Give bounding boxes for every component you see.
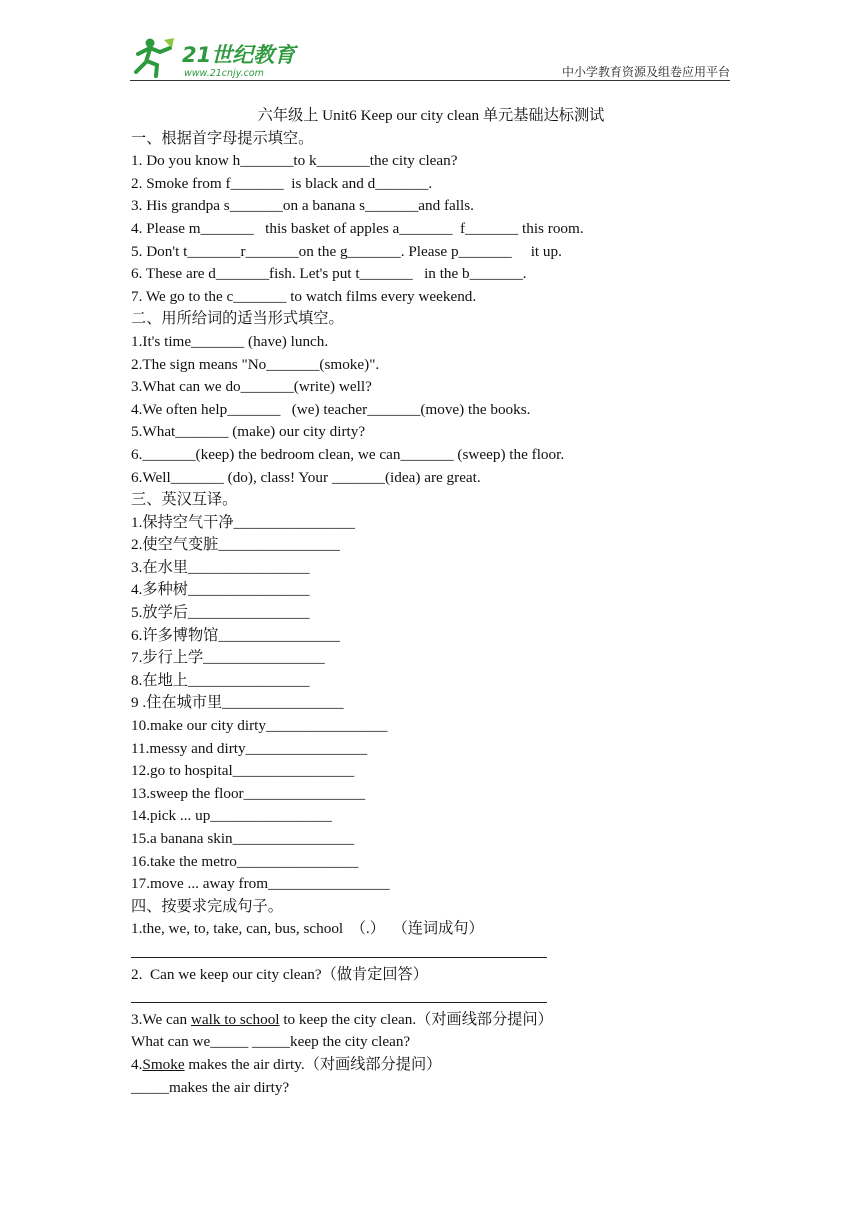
header-divider <box>130 80 730 81</box>
section2-item: 1.It's time_______ (have) lunch. <box>131 332 329 350</box>
section3-item: 13.sweep the floor________________ <box>131 784 366 802</box>
section3-item: 9 .住在城市里________________ <box>131 694 344 712</box>
section3-item: 1.保持空气干净________________ <box>131 513 356 531</box>
section3-item: 15.a banana skin________________ <box>131 830 355 847</box>
section3-heading: 三、英汉互译。 <box>131 491 238 509</box>
section4-question-3-answer: What can we_____ _____keep the city clean? <box>131 1033 411 1051</box>
section4-question-4-answer: _____makes the air dirty? <box>131 1078 290 1096</box>
answer-line <box>131 986 731 1009</box>
worksheet-title: 六年级上 Unit6 Keep our city clean 单元基础达标测试 <box>257 107 605 124</box>
section1-heading: 一、根据首字母提示填空。 <box>131 129 314 147</box>
header-platform-text: 中小学教育资源及组卷应用平台 <box>561 65 730 79</box>
q3-text-before: 3.We can <box>131 1010 191 1028</box>
section3-item: 8.在地上________________ <box>131 671 310 689</box>
q4-text-after: makes the air dirty.（对画线部分提问） <box>184 1055 442 1073</box>
q4-text-before: 4. <box>131 1055 143 1073</box>
section2-item: 5.What_______ (make) our city dirty? <box>131 423 366 441</box>
section3-item: 12.go to hospital________________ <box>131 762 355 780</box>
section4-question-3 <box>131 1009 731 1032</box>
section4-question-2: 2. Can we keep our city clean?（做肯定回答） <box>131 965 428 983</box>
worksheet <box>131 105 731 1099</box>
section3-item: 16.take the metro________________ <box>131 852 359 870</box>
page-header <box>130 34 730 82</box>
section4-question-1: 1.the, we, to, take, can, bus, school （.） （连词成句） <box>131 920 484 938</box>
section1-item: 1. Do you know h_______to k_______the city clean? <box>131 152 458 170</box>
section3-item: 6.许多博物馆________________ <box>131 626 340 644</box>
section3-item: 10.make our city dirty________________ <box>131 717 388 735</box>
section3-item: 4.多种树________________ <box>131 581 310 599</box>
q4-underlined-word: Smoke <box>142 1055 185 1073</box>
section2-item: 4.We often help_______ (we) teacher_______(move) the books. <box>131 400 531 418</box>
section1-item: 4. Please m_______ this basket of apples a_______ f_______ this room. <box>131 219 584 237</box>
section3-item: 3.在水里________________ <box>131 558 310 576</box>
site-logo <box>130 34 300 80</box>
section2-heading: 二、用所给词的适当形式填空。 <box>131 310 344 328</box>
q3-text-after: to keep the city clean.（对画线部分提问） <box>279 1010 553 1028</box>
runner-icon <box>136 38 174 76</box>
section1-item: 7. We go to the c_______ to watch films every weekend. <box>131 287 477 305</box>
logo-sub-text: www.21cnjy.com <box>184 68 264 79</box>
section1-item: 6. These are d_______fish. Let's put t_______ in the b_______. <box>131 265 527 283</box>
section2-item: 6._______(keep) the bedroom clean, we can_______ (sweep) the floor. <box>131 445 565 463</box>
section2-item: 6.Well_______ (do), class! Your _______(idea) are great. <box>131 468 481 486</box>
section3-item: 14.pick ... up________________ <box>131 807 332 825</box>
section3-item: 7.步行上学________________ <box>131 649 325 667</box>
section1-item: 5. Don't t_______r_______on the g_______. Please p_______ it up. <box>131 242 562 260</box>
section3-item: 5.放学后________________ <box>131 604 310 622</box>
logo-main-text: 21世纪教育 <box>182 43 296 67</box>
q3-underlined-phrase: walk to school <box>190 1010 280 1028</box>
section2-item: 2.The sign means "No_______(smoke)". <box>131 355 380 373</box>
section4-heading: 四、按要求完成句子。 <box>131 897 283 915</box>
section4-question-4 <box>131 1054 731 1077</box>
section3-item: 17.move ... away from________________ <box>131 875 390 893</box>
section3-item: 11.messy and dirty________________ <box>131 739 368 757</box>
answer-line <box>131 941 731 964</box>
section1-item: 3. His grandpa s_______on a banana s_______and falls. <box>131 197 474 215</box>
section3-item: 2.使空气变脏________________ <box>131 536 340 554</box>
section2-item: 3.What can we do_______(write) well? <box>131 378 372 396</box>
section1-item: 2. Smoke from f_______ is black and d_______. <box>131 174 433 192</box>
